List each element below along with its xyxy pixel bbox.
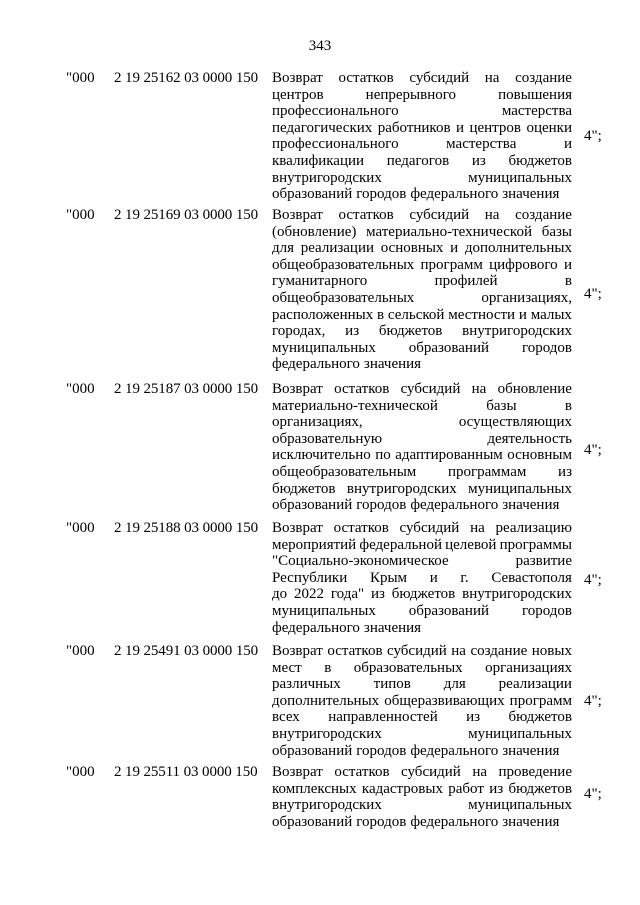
- row-prefix: "000: [66, 381, 95, 397]
- description-line: внутригородских муниципальных: [272, 725, 572, 742]
- description-line: педагогических работников и центров оценки: [272, 119, 572, 136]
- row-prefix: "000: [66, 643, 95, 659]
- description-line: мест в образовательных организациях: [272, 659, 572, 676]
- description-line: комплексных кадастровых работ из бюджетов: [272, 780, 572, 797]
- description-line: муниципальных образований городов: [272, 602, 572, 619]
- table-row: [0, 70, 640, 206]
- description-line: гуманитарного профилей в: [272, 273, 572, 290]
- budget-code: 2 19 25491 03 0000 150: [114, 643, 259, 659]
- description-line: общеобразовательных программ цифрового и: [272, 256, 572, 273]
- row-prefix: "000: [66, 70, 95, 86]
- description-line: организациях, осуществляющих: [272, 414, 572, 431]
- description-line: федерального значения: [272, 619, 422, 636]
- description-line: внутригородских муниципальных: [272, 169, 572, 186]
- description-line: расположенных в сельской местности и малых: [272, 306, 572, 323]
- row-prefix: "000: [66, 520, 95, 536]
- description-line: "Социально-экономическое развитие: [272, 553, 572, 570]
- description-line: до 2022 года" из бюджетов внутригородских: [272, 586, 572, 603]
- description-line: Возврат остатков субсидий на создание: [272, 70, 572, 86]
- row-description: [272, 381, 572, 514]
- description-line: материально-технической базы в: [272, 397, 572, 414]
- description-line: городах, из бюджетов внутригородских: [272, 323, 572, 340]
- row-suffix: 4";: [584, 572, 602, 588]
- description-line: (обновление) материально-технической базы: [272, 223, 572, 240]
- description-line: для реализации основных и дополнительных: [272, 240, 572, 257]
- row-description: [272, 520, 572, 636]
- table-row: [0, 520, 640, 640]
- row-prefix: "000: [66, 207, 95, 223]
- description-line: образований городов федерального значения: [272, 742, 560, 759]
- description-line: Возврат остатков субсидий на создание новых: [272, 643, 572, 659]
- row-suffix: 4";: [584, 693, 602, 709]
- description-line: образований городов федерального значения: [272, 497, 560, 514]
- row-description: [272, 643, 572, 759]
- description-line: образований городов федерального значения: [272, 813, 560, 830]
- description-line: образовательную деятельность: [272, 430, 572, 447]
- table-row: [0, 764, 640, 834]
- description-line: профессионального мастерства и: [272, 136, 572, 153]
- row-suffix: 4";: [584, 786, 602, 802]
- description-line: исключительно по адаптированным основным: [272, 447, 572, 464]
- description-line: дополнительных общеразвивающих программ: [272, 692, 572, 709]
- page-number: 343: [308, 38, 332, 54]
- row-description: [272, 764, 572, 830]
- description-line: квалификации педагогов из бюджетов: [272, 152, 572, 169]
- description-line: общеобразовательных организациях,: [272, 289, 572, 306]
- description-line: всех направленностей из бюджетов: [272, 709, 572, 726]
- table-row: [0, 381, 640, 517]
- description-line: муниципальных образований городов: [272, 339, 572, 356]
- budget-code: 2 19 25187 03 0000 150: [114, 381, 259, 397]
- budget-code: 2 19 25188 03 0000 150: [114, 520, 259, 536]
- row-description: [272, 70, 572, 203]
- row-suffix: 4";: [584, 442, 602, 458]
- description-line: Республики Крым и г. Севастополя: [272, 569, 572, 586]
- description-line: образований городов федерального значения: [272, 186, 560, 203]
- budget-code: 2 19 25511 03 0000 150: [114, 764, 258, 780]
- description-line: общеобразовательным программам из: [272, 463, 572, 480]
- row-suffix: 4";: [584, 286, 602, 302]
- description-line: федерального значения: [272, 356, 422, 373]
- description-line: Возврат остатков субсидий на создание: [272, 207, 572, 223]
- row-description: [272, 207, 572, 373]
- description-line: Возврат остатков субсидий на проведение: [272, 764, 572, 780]
- row-prefix: "000: [66, 764, 95, 780]
- description-line: мероприятий федеральной целевой программы: [272, 536, 572, 553]
- description-line: Возврат остатков субсидий на обновление: [272, 381, 572, 397]
- budget-code: 2 19 25162 03 0000 150: [114, 70, 259, 86]
- description-line: различных типов для реализации: [272, 676, 572, 693]
- description-line: профессионального мастерства: [272, 103, 572, 120]
- description-line: бюджетов внутригородских муниципальных: [272, 480, 572, 497]
- row-suffix: 4";: [584, 128, 602, 144]
- description-line: Возврат остатков субсидий на реализацию: [272, 520, 572, 536]
- table-row: [0, 207, 640, 377]
- description-line: центров непрерывного повышения: [272, 86, 572, 103]
- budget-code: 2 19 25169 03 0000 150: [114, 207, 259, 223]
- description-line: внутригородских муниципальных: [272, 797, 572, 814]
- table-row: [0, 643, 640, 763]
